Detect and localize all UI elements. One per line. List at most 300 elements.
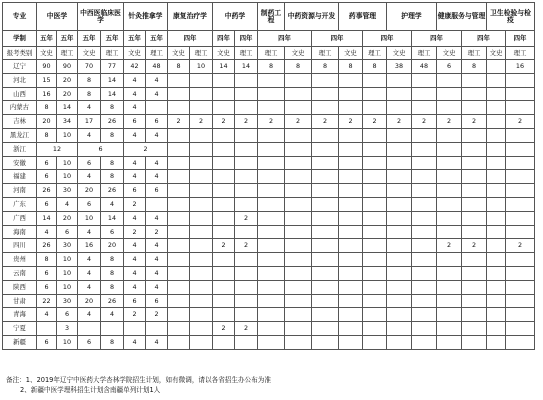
value-cell — [437, 253, 462, 267]
value-cell — [190, 335, 213, 349]
value-cell: 6 — [78, 156, 101, 170]
value-cell: 20 — [78, 294, 101, 308]
value-cell: 4 — [78, 225, 101, 239]
value-cell — [387, 184, 412, 198]
value-cell — [339, 128, 363, 142]
value-cell: 20 — [57, 87, 78, 101]
value-cell — [258, 322, 285, 336]
value-cell — [190, 197, 213, 211]
value-cell — [506, 322, 535, 336]
province-name: 广西 — [3, 211, 37, 225]
value-cell — [285, 197, 312, 211]
category-cell: 文史 — [37, 47, 57, 60]
value-cell — [213, 101, 235, 115]
value-cell — [213, 335, 235, 349]
value-cell: 4 — [146, 335, 168, 349]
value-cell — [190, 294, 213, 308]
value-cell: 6 — [146, 294, 168, 308]
table-row — [3, 87, 535, 101]
value-cell — [487, 211, 506, 225]
value-cell: 10 — [57, 335, 78, 349]
value-cell — [235, 266, 258, 280]
value-cell — [487, 184, 506, 198]
value-cell — [412, 266, 437, 280]
category-cell: 理工 — [506, 47, 535, 60]
table-row — [3, 335, 535, 349]
value-cell — [168, 335, 190, 349]
value-cell — [339, 225, 363, 239]
value-cell — [235, 142, 258, 156]
value-cell: 26 — [101, 294, 124, 308]
value-cell — [339, 266, 363, 280]
value-cell — [258, 101, 285, 115]
value-cell: 42 — [124, 60, 146, 74]
value-cell — [213, 170, 235, 184]
value-cell: 2 — [462, 115, 487, 129]
enrollment-plan-table — [2, 2, 535, 350]
value-cell: 14 — [57, 101, 78, 115]
value-cell — [258, 184, 285, 198]
value-cell: 8 — [37, 253, 57, 267]
footnote-2: 2、新疆中医学理科招生计划含南疆单列计划1人 — [20, 386, 161, 394]
value-cell: 4 — [146, 266, 168, 280]
value-cell — [363, 211, 387, 225]
value-cell: 8 — [258, 60, 285, 74]
value-cell — [312, 211, 339, 225]
category-cell: 文史 — [387, 47, 412, 60]
duration-cell: 四年 — [235, 31, 258, 47]
table-row — [3, 197, 535, 211]
province-name: 安徽 — [3, 156, 37, 170]
table-row — [3, 156, 535, 170]
value-cell: 6 — [437, 60, 462, 74]
value-cell — [37, 322, 57, 336]
value-cell — [339, 322, 363, 336]
table-row — [3, 294, 535, 308]
table-row — [3, 253, 535, 267]
value-cell: 20 — [78, 184, 101, 198]
duration-cell: 四年 — [168, 31, 213, 47]
value-cell — [462, 335, 487, 349]
value-cell — [312, 128, 339, 142]
value-cell — [339, 239, 363, 253]
value-cell: 4 — [37, 225, 57, 239]
value-cell: 34 — [57, 115, 78, 129]
value-cell — [168, 308, 190, 322]
value-cell — [462, 294, 487, 308]
merged-value-cell: 6 — [78, 142, 124, 156]
duration-cell: 五年 — [146, 31, 168, 47]
value-cell — [168, 87, 190, 101]
category-cell: 文史 — [213, 47, 235, 60]
major-header: 中西医临床医学 — [78, 3, 124, 31]
value-cell — [213, 73, 235, 87]
major-header: 中药学 — [213, 3, 258, 31]
value-cell: 8 — [168, 60, 190, 74]
value-cell: 10 — [190, 60, 213, 74]
value-cell: 22 — [37, 294, 57, 308]
value-cell — [437, 87, 462, 101]
value-cell: 2 — [363, 115, 387, 129]
value-cell: 6 — [57, 225, 78, 239]
value-cell — [363, 322, 387, 336]
value-cell: 4 — [146, 239, 168, 253]
value-cell — [506, 142, 535, 156]
value-cell — [258, 253, 285, 267]
value-cell — [387, 211, 412, 225]
table-row — [3, 115, 535, 129]
value-cell — [363, 197, 387, 211]
value-cell: 14 — [101, 73, 124, 87]
table-row — [3, 239, 535, 253]
value-cell — [387, 170, 412, 184]
province-name: 河南 — [3, 184, 37, 198]
value-cell — [437, 211, 462, 225]
category-cell: 理工 — [146, 47, 168, 60]
value-cell — [462, 197, 487, 211]
value-cell — [487, 128, 506, 142]
value-cell — [363, 184, 387, 198]
province-name: 浙江 — [3, 142, 37, 156]
value-cell: 2 — [387, 115, 412, 129]
duration-cell: 五年 — [78, 31, 101, 47]
value-cell — [387, 335, 412, 349]
category-cell: 文史 — [437, 47, 462, 60]
duration-cell: 五年 — [57, 31, 78, 47]
value-cell: 4 — [101, 197, 124, 211]
value-cell — [487, 156, 506, 170]
value-cell: 2 — [285, 115, 312, 129]
province-name: 青海 — [3, 308, 37, 322]
value-cell: 6 — [37, 170, 57, 184]
province-name: 河北 — [3, 73, 37, 87]
value-cell: 20 — [101, 239, 124, 253]
value-cell — [387, 239, 412, 253]
category-cell: 文史 — [487, 47, 506, 60]
value-cell — [168, 280, 190, 294]
value-cell — [190, 142, 213, 156]
value-cell — [462, 211, 487, 225]
merged-value-cell: 12 — [37, 142, 78, 156]
value-cell — [412, 253, 437, 267]
value-cell: 14 — [101, 87, 124, 101]
category-cell: 文史 — [339, 47, 363, 60]
value-cell — [235, 170, 258, 184]
value-cell: 2 — [235, 239, 258, 253]
duration-cell: 四年 — [506, 31, 535, 47]
value-cell — [487, 266, 506, 280]
duration-cell: 四年 — [312, 31, 363, 47]
value-cell: 2 — [146, 225, 168, 239]
value-cell: 2 — [312, 115, 339, 129]
value-cell — [312, 184, 339, 198]
value-cell — [285, 142, 312, 156]
value-cell — [462, 184, 487, 198]
value-cell — [213, 156, 235, 170]
value-cell — [190, 253, 213, 267]
value-cell — [190, 225, 213, 239]
value-cell: 10 — [78, 211, 101, 225]
value-cell — [506, 197, 535, 211]
value-cell: 10 — [57, 170, 78, 184]
value-cell — [312, 225, 339, 239]
value-cell — [462, 308, 487, 322]
value-cell — [258, 280, 285, 294]
value-cell — [462, 253, 487, 267]
value-cell — [487, 225, 506, 239]
value-cell — [462, 73, 487, 87]
value-cell: 16 — [37, 87, 57, 101]
value-cell — [387, 280, 412, 294]
value-cell — [235, 101, 258, 115]
value-cell — [506, 184, 535, 198]
value-cell — [312, 170, 339, 184]
value-cell — [487, 308, 506, 322]
major-header: 康复治疗学 — [168, 3, 213, 31]
value-cell — [190, 308, 213, 322]
value-cell: 4 — [146, 156, 168, 170]
category-cell: 理工 — [412, 47, 437, 60]
value-cell — [462, 322, 487, 336]
value-cell — [487, 322, 506, 336]
value-cell — [387, 266, 412, 280]
value-cell: 2 — [235, 322, 258, 336]
value-cell — [363, 225, 387, 239]
value-cell — [437, 170, 462, 184]
value-cell: 2 — [168, 115, 190, 129]
value-cell — [363, 294, 387, 308]
value-cell: 8 — [339, 60, 363, 74]
major-header: 卫生检验与检疫 — [487, 3, 535, 31]
value-cell: 4 — [124, 266, 146, 280]
value-cell: 2 — [124, 197, 146, 211]
value-cell — [235, 184, 258, 198]
value-cell — [190, 87, 213, 101]
value-cell — [285, 266, 312, 280]
value-cell — [462, 156, 487, 170]
value-cell — [437, 308, 462, 322]
value-cell: 10 — [57, 253, 78, 267]
value-cell — [363, 87, 387, 101]
value-cell — [387, 73, 412, 87]
value-cell — [190, 128, 213, 142]
value-cell — [412, 73, 437, 87]
duration-cell: 五年 — [124, 31, 146, 47]
value-cell: 6 — [37, 266, 57, 280]
value-cell — [506, 170, 535, 184]
value-cell: 2 — [146, 308, 168, 322]
value-cell: 2 — [412, 115, 437, 129]
value-cell — [339, 170, 363, 184]
value-cell — [213, 253, 235, 267]
value-cell — [168, 184, 190, 198]
value-cell — [168, 101, 190, 115]
value-cell — [387, 308, 412, 322]
value-cell — [190, 239, 213, 253]
value-cell: 2 — [235, 115, 258, 129]
value-cell: 4 — [146, 280, 168, 294]
province-name: 四川 — [3, 239, 37, 253]
value-cell — [506, 253, 535, 267]
value-cell: 8 — [462, 60, 487, 74]
value-cell — [387, 322, 412, 336]
duration-cell: 五年 — [101, 31, 124, 47]
value-cell — [363, 335, 387, 349]
header-row-duration — [3, 31, 535, 47]
value-cell — [235, 156, 258, 170]
value-cell — [506, 266, 535, 280]
value-cell — [235, 73, 258, 87]
value-cell — [412, 308, 437, 322]
province-name: 宁夏 — [3, 322, 37, 336]
value-cell: 10 — [57, 280, 78, 294]
duration-cell: 四年 — [462, 31, 506, 47]
enrollment-plan-sheet — [2, 2, 535, 350]
value-cell: 4 — [146, 211, 168, 225]
value-cell — [190, 280, 213, 294]
value-cell: 6 — [57, 308, 78, 322]
value-cell — [190, 101, 213, 115]
value-cell: 2 — [235, 211, 258, 225]
value-cell: 6 — [124, 184, 146, 198]
value-cell: 26 — [37, 184, 57, 198]
value-cell — [363, 142, 387, 156]
major-header: 药事管理 — [339, 3, 387, 31]
value-cell — [339, 101, 363, 115]
table-row — [3, 225, 535, 239]
value-cell — [437, 73, 462, 87]
value-cell — [213, 280, 235, 294]
value-cell: 4 — [124, 335, 146, 349]
value-cell — [339, 308, 363, 322]
category-cell: 文史 — [285, 47, 312, 60]
value-cell — [339, 280, 363, 294]
category-cell: 理工 — [57, 47, 78, 60]
value-cell — [487, 115, 506, 129]
value-cell: 20 — [57, 211, 78, 225]
value-cell: 4 — [37, 308, 57, 322]
value-cell: 6 — [146, 184, 168, 198]
major-header: 中药资源与开发 — [285, 3, 339, 31]
value-cell — [339, 73, 363, 87]
value-cell — [258, 211, 285, 225]
value-cell: 6 — [146, 115, 168, 129]
value-cell — [190, 322, 213, 336]
value-cell — [285, 239, 312, 253]
value-cell — [168, 73, 190, 87]
value-cell — [168, 128, 190, 142]
value-cell: 30 — [57, 184, 78, 198]
value-cell — [258, 73, 285, 87]
value-cell: 4 — [57, 197, 78, 211]
value-cell: 26 — [101, 115, 124, 129]
value-cell — [363, 101, 387, 115]
value-cell — [487, 87, 506, 101]
value-cell — [506, 225, 535, 239]
value-cell — [285, 170, 312, 184]
value-cell: 16 — [78, 239, 101, 253]
value-cell — [146, 322, 168, 336]
header-row-category — [3, 47, 535, 60]
value-cell — [285, 280, 312, 294]
value-cell: 26 — [37, 239, 57, 253]
value-cell — [190, 170, 213, 184]
value-cell — [312, 87, 339, 101]
province-name: 海南 — [3, 225, 37, 239]
category-cell: 理工 — [312, 47, 339, 60]
value-cell — [213, 266, 235, 280]
category-label: 报考类别 — [3, 47, 37, 60]
value-cell — [168, 170, 190, 184]
value-cell: 26 — [101, 184, 124, 198]
value-cell — [437, 156, 462, 170]
value-cell — [412, 335, 437, 349]
value-cell: 2 — [190, 115, 213, 129]
value-cell — [213, 184, 235, 198]
value-cell — [168, 225, 190, 239]
value-cell — [462, 128, 487, 142]
value-cell — [213, 294, 235, 308]
value-cell — [412, 197, 437, 211]
value-cell — [506, 128, 535, 142]
value-cell: 4 — [124, 170, 146, 184]
value-cell — [487, 294, 506, 308]
value-cell — [506, 280, 535, 294]
value-cell — [437, 128, 462, 142]
category-cell: 理工 — [258, 47, 285, 60]
value-cell: 8 — [101, 335, 124, 349]
value-cell — [437, 335, 462, 349]
value-cell — [462, 101, 487, 115]
value-cell — [363, 128, 387, 142]
province-name: 广东 — [3, 197, 37, 211]
value-cell — [363, 170, 387, 184]
value-cell: 4 — [124, 239, 146, 253]
value-cell — [285, 253, 312, 267]
value-cell — [506, 101, 535, 115]
value-cell — [285, 294, 312, 308]
value-cell — [487, 142, 506, 156]
category-cell: 理工 — [462, 47, 487, 60]
province-name: 吉林 — [3, 115, 37, 129]
value-cell: 6 — [37, 280, 57, 294]
major-header: 健康服务与管理 — [437, 3, 487, 31]
value-cell: 2 — [213, 322, 235, 336]
value-cell: 2 — [462, 239, 487, 253]
value-cell — [168, 156, 190, 170]
value-cell — [487, 170, 506, 184]
value-cell — [168, 239, 190, 253]
value-cell — [235, 253, 258, 267]
value-cell: 4 — [146, 128, 168, 142]
value-cell — [235, 225, 258, 239]
value-cell — [190, 73, 213, 87]
value-cell — [190, 266, 213, 280]
value-cell — [235, 280, 258, 294]
value-cell — [312, 308, 339, 322]
value-cell — [258, 308, 285, 322]
value-cell — [412, 294, 437, 308]
value-cell — [190, 184, 213, 198]
value-cell — [387, 128, 412, 142]
value-cell: 2 — [213, 115, 235, 129]
value-cell — [258, 87, 285, 101]
value-cell — [412, 156, 437, 170]
value-cell: 6 — [37, 197, 57, 211]
value-cell — [258, 170, 285, 184]
value-cell: 4 — [124, 101, 146, 115]
value-cell — [412, 101, 437, 115]
